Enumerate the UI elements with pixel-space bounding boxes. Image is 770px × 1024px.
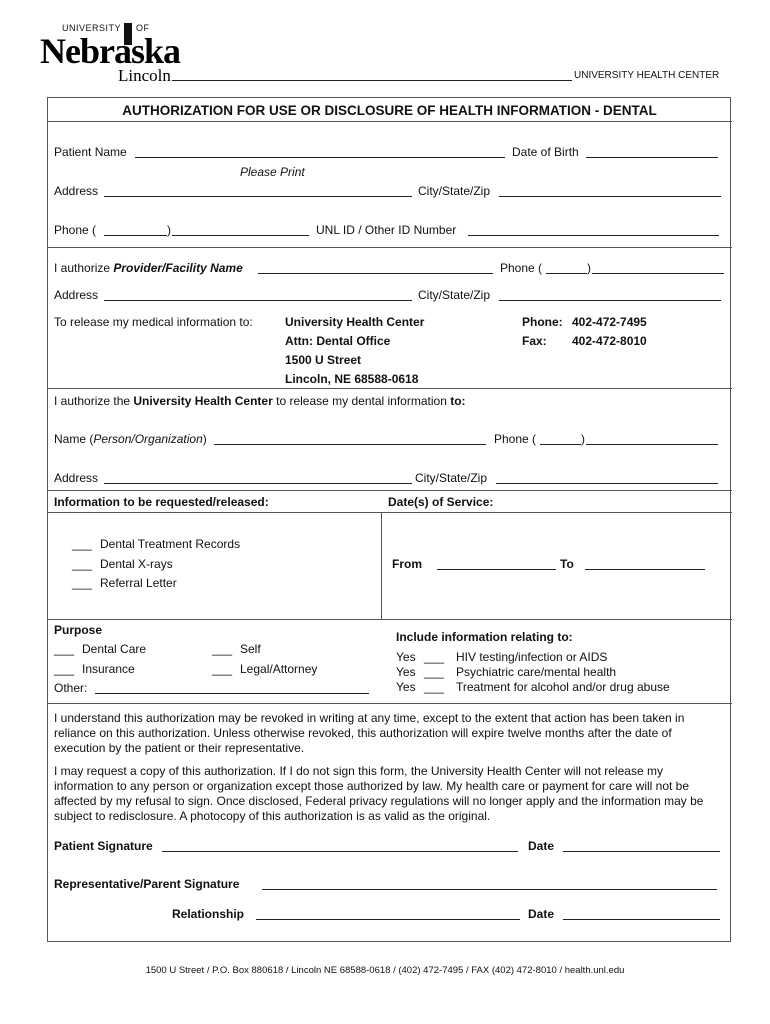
hiv-checkbox[interactable]: ___	[424, 650, 445, 664]
provider-authorize-prefix: I authorize	[54, 261, 114, 275]
recipient-phone-field[interactable]	[586, 444, 718, 445]
recipient-section-divider	[47, 490, 732, 491]
info-header-divider	[47, 512, 732, 513]
provider-phone-field[interactable]	[592, 273, 724, 274]
recipient-name-label	[54, 432, 207, 446]
patient-date-field[interactable]	[563, 851, 720, 852]
relationship-label: Relationship	[172, 907, 245, 921]
uhc-phone-value: 402-472-7495	[572, 315, 647, 329]
patient-id-field[interactable]	[468, 235, 719, 236]
provider-phone-area-field[interactable]	[546, 273, 587, 274]
please-print-note: Please Print	[240, 165, 305, 179]
uhc-attn: Attn: Dental Office	[285, 334, 391, 348]
patient-city-label: City/State/Zip	[418, 184, 491, 198]
revocation-statement: I understand this authorization may be revoked in writing at any time, except to the extent that action has been taken in reliance on this authorization. Unless otherwise revoked, this authorization will expire twelve months after the date of execution by the patient or their representative.	[54, 711, 685, 755]
university-logo	[40, 20, 181, 88]
alcohol-label: Treatment for alcohol and/or drug abuse	[456, 680, 670, 694]
hiv-label: HIV testing/infection or AIDS	[456, 650, 608, 664]
referral-letter-checkbox[interactable]: ___	[72, 576, 93, 590]
recipient-city-label: City/State/Zip	[415, 471, 488, 485]
alcohol-checkbox[interactable]: ___	[424, 680, 445, 694]
referral-letter-label: Referral Letter	[100, 576, 177, 590]
purpose-section-divider	[47, 703, 732, 704]
patient-phone-label: Phone (	[54, 223, 97, 237]
provider-city-label: City/State/Zip	[418, 288, 491, 302]
recipient-authorize-prefix: I authorize the	[54, 394, 134, 408]
uhc-fax-tag: Fax:	[522, 334, 547, 348]
from-date-field[interactable]	[437, 569, 556, 570]
provider-phone-close: )	[587, 261, 591, 275]
representative-signature-field[interactable]	[262, 889, 717, 890]
legal-label: Legal/Attorney	[240, 662, 318, 676]
self-label: Self	[240, 642, 261, 656]
copy-statement: I may request a copy of this authorization. If I do not sign this form, the University Health Center will not release my information to any person or organization except those authorized by law. My health care or payment for care will not be affected by my refusal to sign. Once disclosed, Federal privacy regulations will no longer apply and the information may be subject to redisclosure. A photocopy of this authorization is as valid as the original.	[54, 764, 704, 823]
release-to-label: To release my medical information to:	[54, 315, 253, 329]
logo-nebraska-text: Nebraska	[40, 31, 181, 71]
patient-address-label: Address	[54, 184, 99, 198]
to-date-field[interactable]	[585, 569, 705, 570]
recipient-address-label: Address	[54, 471, 99, 485]
dob-label: Date of Birth	[512, 145, 579, 159]
to-label: To	[560, 557, 574, 571]
recipient-name-field[interactable]	[214, 444, 486, 445]
provider-section-divider	[47, 388, 732, 389]
footer-contact: 1500 U Street / P.O. Box 880618 / Lincoln NE 68588-0618 / (402) 472-7495 / FAX (402) 472-8010 / health.unl.edu	[145, 965, 625, 976]
recipient-phone-area-field[interactable]	[540, 444, 581, 445]
from-label: From	[392, 557, 422, 571]
patient-id-label: UNL ID / Other ID Number	[316, 223, 457, 237]
patient-signature-field[interactable]	[162, 851, 518, 852]
insurance-checkbox[interactable]: ___	[54, 662, 75, 676]
other-field[interactable]	[95, 693, 369, 694]
patient-phone-field[interactable]	[172, 235, 309, 236]
recipient-name-italic: Person/Organization	[93, 432, 203, 446]
patient-name-label: Patient Name	[54, 145, 127, 159]
recipient-name-prefix: Name (	[54, 432, 94, 446]
self-checkbox[interactable]: ___	[212, 642, 233, 656]
patient-phone-area-field[interactable]	[104, 235, 167, 236]
relationship-field[interactable]	[256, 919, 520, 920]
psych-yes-label: Yes	[396, 665, 416, 679]
patient-city-field[interactable]	[499, 196, 721, 197]
provider-city-field[interactable]	[499, 300, 721, 301]
provider-phone-label: Phone (	[500, 261, 543, 275]
uhc-street: 1500 U Street	[285, 353, 362, 367]
recipient-phone-label: Phone (	[494, 432, 537, 446]
form-title: AUTHORIZATION FOR USE OR DISCLOSURE OF HEALTH INFORMATION - DENTAL	[122, 103, 657, 118]
patient-phone-close: )	[167, 223, 171, 237]
dates-of-service-label: Date(s) of Service:	[388, 495, 494, 509]
patient-signature-label: Patient Signature	[54, 839, 153, 853]
center-name: UNIVERSITY HEALTH CENTER	[574, 70, 720, 81]
dental-care-label: Dental Care	[82, 642, 147, 656]
dental-records-label: Dental Treatment Records	[100, 537, 241, 551]
recipient-city-field[interactable]	[496, 483, 718, 484]
representative-date-label: Date	[528, 907, 555, 921]
uhc-phone-tag: Phone:	[522, 315, 563, 329]
alcohol-yes-label: Yes	[396, 680, 416, 694]
dental-xrays-checkbox[interactable]: ___	[72, 557, 93, 571]
representative-date-field[interactable]	[563, 919, 720, 920]
recipient-authorize-line	[54, 394, 466, 408]
dental-care-checkbox[interactable]: ___	[54, 642, 75, 656]
recipient-uhc: University Health Center	[133, 394, 273, 408]
provider-name-label: Provider/Facility Name	[113, 261, 243, 275]
hiv-yes-label: Yes	[396, 650, 416, 664]
provider-address-field[interactable]	[104, 300, 412, 301]
title-divider	[47, 121, 732, 122]
recipient-address-field[interactable]	[104, 483, 412, 484]
dob-field[interactable]	[586, 157, 718, 158]
uhc-fax-value: 402-472-8010	[572, 334, 647, 348]
legal-checkbox[interactable]: ___	[212, 662, 233, 676]
insurance-label: Insurance	[82, 662, 135, 676]
recipient-name-close: )	[202, 432, 207, 446]
uhc-citystate: Lincoln, NE 68588-0618	[285, 372, 419, 386]
info-requested-label: Information to be requested/released:	[54, 495, 269, 509]
purpose-label: Purpose	[54, 623, 103, 637]
logo-university-text: UNIVERSITY	[62, 23, 122, 33]
other-label: Other:	[54, 681, 88, 695]
patient-date-label: Date	[528, 839, 555, 853]
psych-checkbox[interactable]: ___	[424, 665, 445, 679]
include-info-label: Include information relating to:	[396, 630, 573, 644]
logo-of-text: OF	[136, 23, 150, 33]
info-column-divider	[381, 512, 382, 619]
uhc-name: University Health Center	[285, 315, 425, 329]
dental-records-checkbox[interactable]: ___	[72, 537, 93, 551]
provider-name-field[interactable]	[258, 273, 493, 274]
recipient-to: to:	[450, 394, 466, 408]
header-rule	[172, 80, 572, 81]
logo-lincoln-text: Lincoln	[118, 66, 171, 85]
patient-name-field[interactable]	[135, 157, 505, 158]
representative-signature-label: Representative/Parent Signature	[54, 877, 240, 891]
provider-authorize-line	[54, 261, 243, 275]
dental-xrays-label: Dental X-rays	[100, 557, 173, 571]
recipient-phone-close: )	[581, 432, 585, 446]
provider-address-label: Address	[54, 288, 99, 302]
patient-address-field[interactable]	[104, 196, 412, 197]
patient-section-divider	[47, 247, 732, 248]
recipient-middle: to release my dental information	[272, 394, 451, 408]
info-section-divider	[47, 619, 732, 620]
psych-label: Psychiatric care/mental health	[456, 665, 617, 679]
